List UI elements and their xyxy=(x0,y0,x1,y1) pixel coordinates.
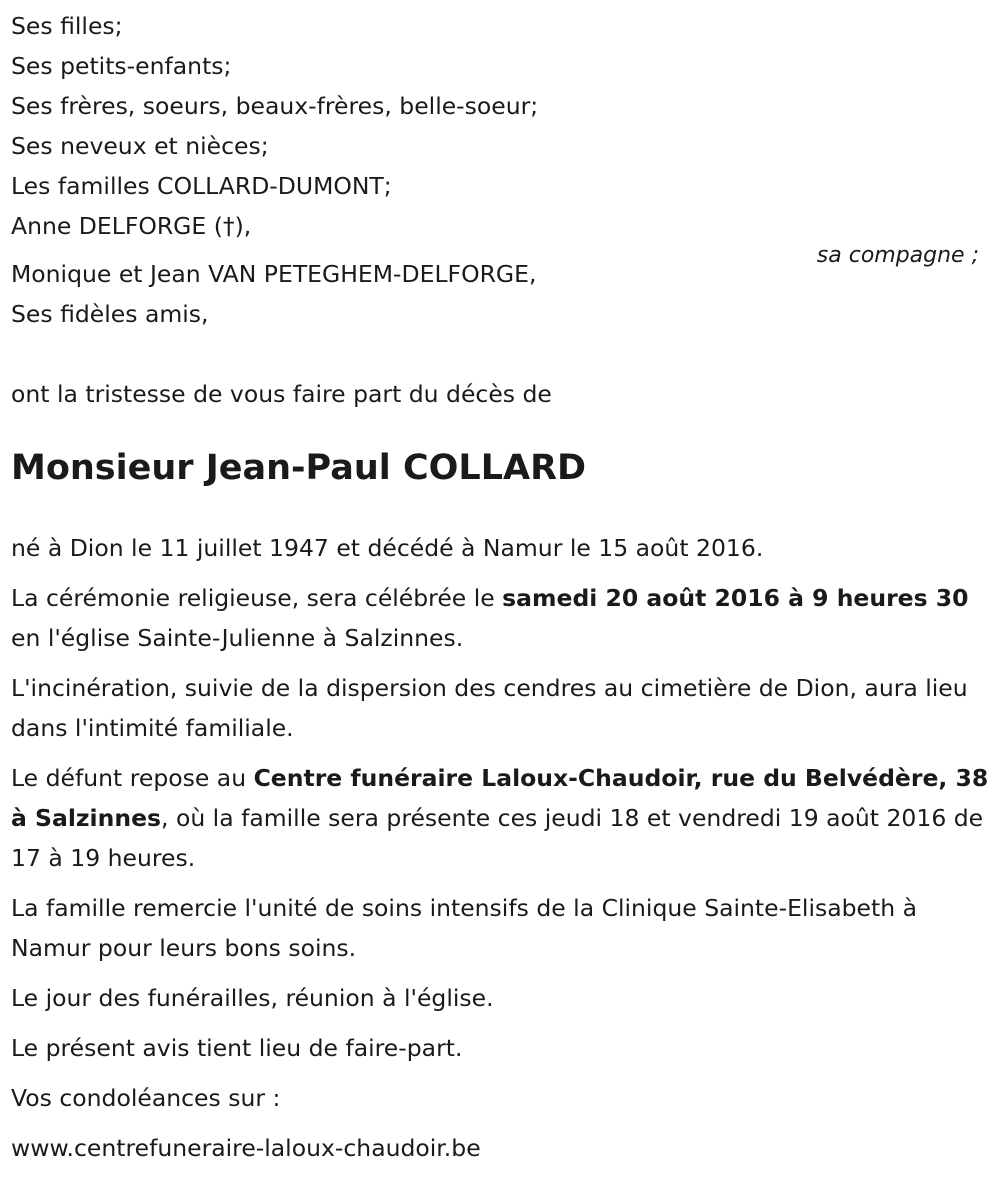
family-line-grandchildren: Ses petits-enfants; xyxy=(11,52,232,80)
family-line-siblings: Ses frères, soeurs, beaux-frères, belle-soeur; xyxy=(11,92,539,120)
family-list xyxy=(11,6,991,246)
announcement-text: ont la tristesse de vous faire part du décès de xyxy=(11,380,552,408)
rest-paragraph xyxy=(11,758,991,878)
birth-death-paragraph: né à Dion le 11 juillet 1947 et décédé à Namur le 15 août 2016. xyxy=(11,534,764,562)
family-line-van-peteghem: Monique et Jean VAN PETEGHEM-DELFORGE, xyxy=(11,260,537,288)
obituary-notice xyxy=(11,6,991,1178)
family-line-friends: Ses fidèles amis, xyxy=(11,300,209,328)
family-line-nephews: Ses neveux et nièces; xyxy=(11,132,269,160)
meeting-paragraph: Le jour des funérailles, réunion à l'église. xyxy=(11,984,494,1012)
ceremony-text-post: en l'église Sainte-Julienne à Salzinnes. xyxy=(11,624,464,652)
family-line-daughters: Ses filles; xyxy=(11,12,123,40)
condolences-label: Vos condoléances sur : xyxy=(11,1084,281,1112)
ceremony-datetime: samedi 20 août 2016 à 9 heures 30 xyxy=(502,584,969,612)
rest-text-pre: Le défunt repose au xyxy=(11,764,254,792)
cremation-paragraph: L'incinération, suivie de la dispersion des cendres au cimetière de Dion, aura lieu dans l'intimité familiale. xyxy=(11,674,968,742)
ceremony-paragraph xyxy=(11,578,991,658)
family-line-companion: Anne DELFORGE (†), xyxy=(11,212,252,240)
companion-note: sa compagne ; xyxy=(816,243,979,268)
thanks-paragraph: La famille remercie l'unité de soins intensifs de la Clinique Sainte-Elisabeth à Namur pour leurs bons soins. xyxy=(11,894,917,962)
funeral-center-address: Centre funéraire Laloux-Chaudoir, rue du Belvédère, 38 à Salzinnes xyxy=(11,764,989,832)
condolences-website[interactable] xyxy=(11,1128,991,1168)
notice-paragraph: Le présent avis tient lieu de faire-part. xyxy=(11,1034,463,1062)
ceremony-text-pre: La cérémonie religieuse, sera célébrée le xyxy=(11,584,503,612)
deceased-name: Monsieur Jean-Paul COLLARD xyxy=(11,448,587,488)
website-link[interactable]: www.centrefuneraire-laloux-chaudoir.be xyxy=(11,1134,481,1162)
rest-text-post: , où la famille sera présente ces jeudi 18 et vendredi 19 août 2016 de 17 à 19 heures. xyxy=(11,804,984,872)
family-line-families: Les familles COLLARD-DUMONT; xyxy=(11,172,392,200)
